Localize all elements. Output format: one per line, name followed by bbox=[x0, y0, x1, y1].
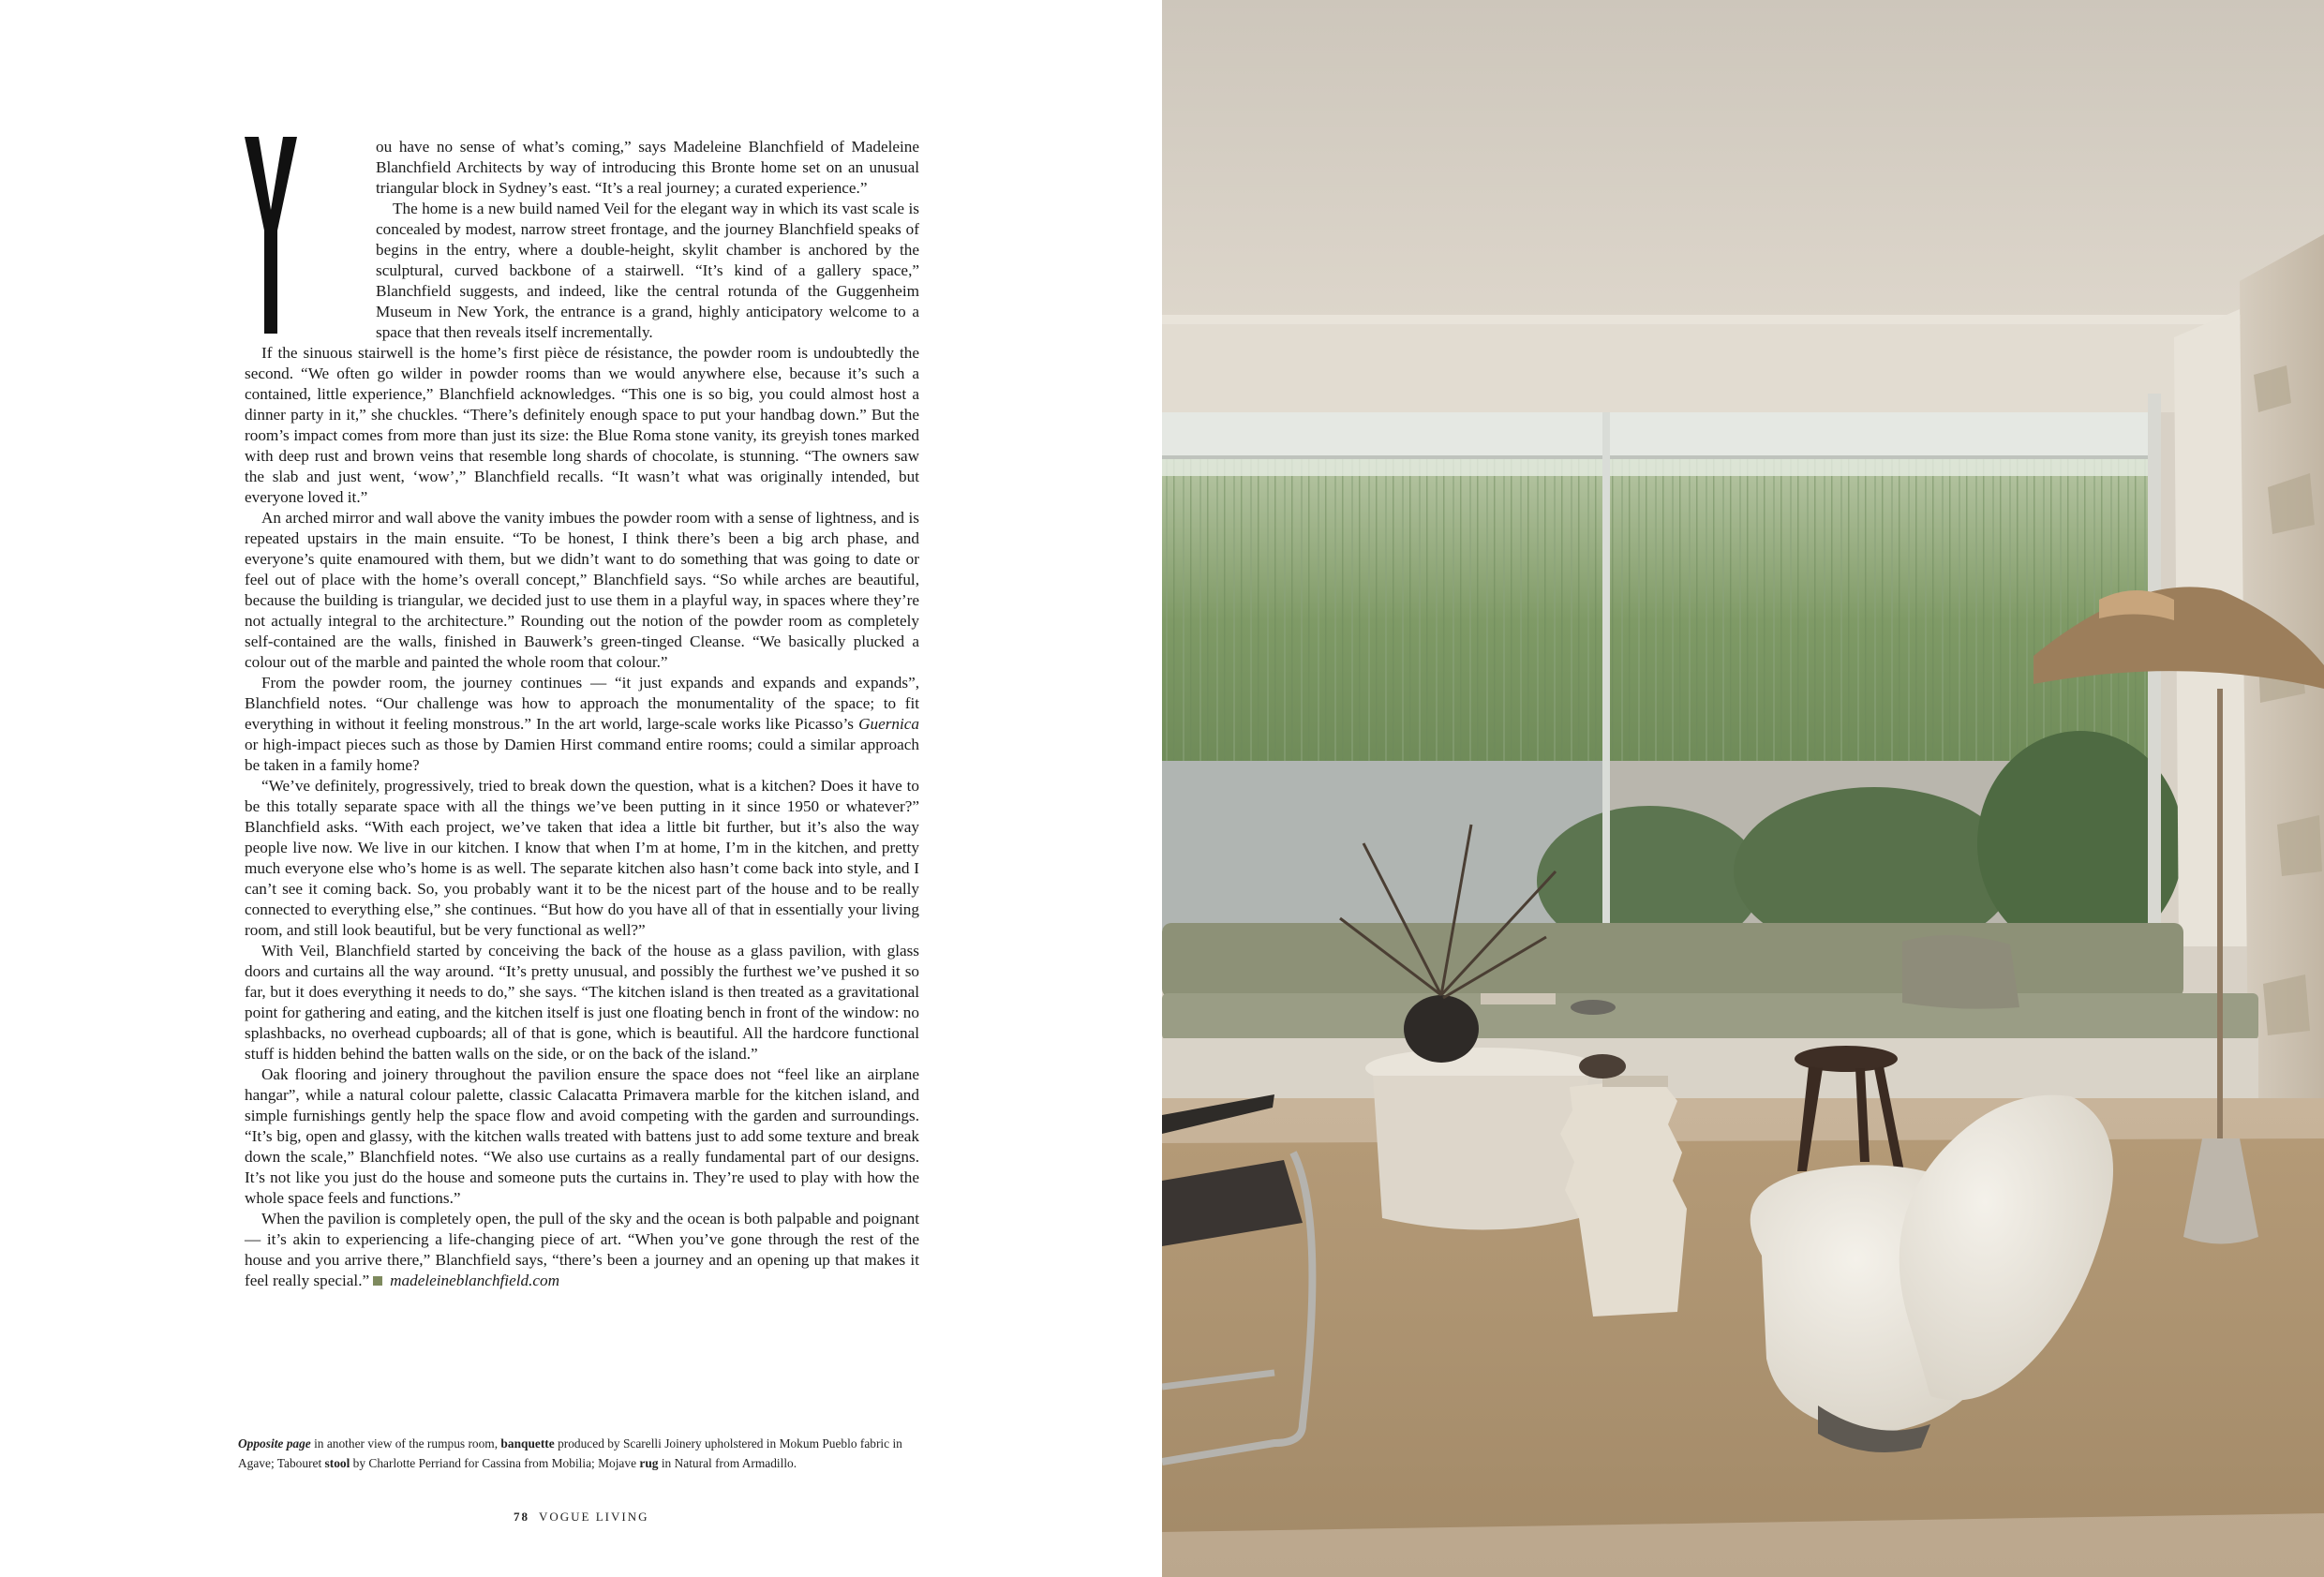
bulkhead bbox=[1162, 324, 2287, 412]
folio bbox=[514, 1510, 649, 1525]
banquette-back-cushion bbox=[1162, 923, 2183, 998]
round-side-table-base bbox=[1373, 1076, 1588, 1230]
page-number: 78 bbox=[514, 1510, 529, 1524]
bowl-on-bench bbox=[1571, 1000, 1616, 1015]
jute-rug bbox=[1162, 1138, 2324, 1532]
magazine-name: VOGUE LIVING bbox=[539, 1510, 649, 1524]
caption-item-rug: rug bbox=[639, 1456, 659, 1470]
window-mullion bbox=[1602, 412, 1610, 937]
banquette-base bbox=[1162, 1038, 2258, 1098]
article-body bbox=[245, 137, 919, 1291]
black-vase bbox=[1404, 995, 1479, 1063]
caption-text-1: in another view of the rumpus room, bbox=[310, 1436, 501, 1451]
paragraph-8: Oak flooring and joinery throughout the pavilion ensure the space does not “feel like an airplane hangar”, while a natural colour palette, classic Calacatta Primavera marble for the kitchen island, and simple furnishings gently help the space flow and avoid competing with the garden and surroundings. “It’s big, open and glassy, with the kitchen walls treated with battens just to add some texture and break down the scale,” Blanchfield notes. “We also use curtains as a really fundamental part of our designs. It’s not like you just do the house and someone puts the curtains in. They’re used to play with how the whole space feels and functions.” bbox=[245, 1065, 919, 1207]
paragraph-3: If the sinuous stairwell is the home’s first pièce de résistance, the powder room is undoubtedly the second. “We often go wilder in powder rooms than we would anywhere else, because it’s such a contained, little experience,” Blanchfield acknowledges. “This one is so big, you could almost host a dinner party in it,” she chuckles. “There’s definitely enough space to put your handbag down.” But the room’s impact comes from more than just its size: the Blue Roma stone vanity, its greyish tones marked with deep rust and brown veins that resemble long shards of chocolate, is stunning. “The owners saw the slab and just went, ‘wow’,” Blanchfield recalls. “It wasn’t what was originally intended, but everyone loved it.” bbox=[245, 344, 919, 506]
paragraph-6: “We’ve definitely, progressively, tried to break down the question, what is a kitchen? Does it have to be this totally separate space with all the things we’ve been putting in it since 1950 or whatever?” Blanchfield asks. “With each project, we’ve taken that idea a little bit further, but it’s also the way people live now. We live in our kitchen. I know that when I’m at home, I’m in the kitchen, and pretty much everyone else who’s home is as well. The separate kitchen also hasn’t come back into style, and I can’t see it coming back. So, you probably want it to be the nicest part of the house and to be really connected to everything else,” she continues. “But how do you have all of that in essentially your living room, and still look beautiful, but be very functional as well?” bbox=[245, 777, 919, 939]
rumpus-room-photo bbox=[1162, 0, 2324, 1577]
book-on-bench bbox=[1481, 993, 1556, 1004]
throw-cushion bbox=[1902, 935, 2019, 1008]
photo-caption bbox=[238, 1434, 928, 1473]
paragraph-5-text-b: or high-impact pieces such as those by Damien Hirst command entire rooms; could a similar approach be taken in a family home? bbox=[245, 736, 919, 774]
caption-text-3: by Charlotte Perriand for Cassina from Mobilia; Mojave bbox=[350, 1456, 640, 1470]
bamboo-stalks bbox=[1162, 457, 2148, 776]
paragraph-5 bbox=[245, 673, 919, 776]
interior-photo bbox=[1162, 0, 2324, 1577]
banquette-seat bbox=[1162, 993, 2258, 1040]
sky-strip bbox=[1162, 457, 2148, 476]
bowl-on-table bbox=[1579, 1054, 1626, 1079]
architect-url: madeleineblanchfield.com bbox=[390, 1272, 560, 1289]
caption-text-2: produced by Scarelli Joinery upholstered in Mokum Pueblo fabric in Agave; Tabouret bbox=[238, 1436, 902, 1470]
paragraph-9-text: When the pavilion is completely open, the pull of the sky and the ocean is both palpable and poignant — it’s akin to experiencing a life-changing piece of art. “When you’ve gone through the rest of the house and you arrive there,” Blanchfield says, “there’s been a journey and an opening up that makes it feel really special.” bbox=[245, 1210, 919, 1289]
caption-text-4: in Natural from Armadillo. bbox=[658, 1456, 797, 1470]
ceiling bbox=[1162, 0, 2324, 319]
paragraph-1: ou have no sense of what’s coming,” says Madeleine Blanchfield of Madeleine Blanchfield Architects by way of introducing this Bronte home set on an unusual triangular block in Sydney’s east. “It’s a real journey; a curated experience.” bbox=[376, 138, 919, 197]
window-head-line bbox=[1162, 455, 2148, 459]
paragraph-5-text-a: From the powder room, the journey continues — “it just expands and expands and expands”, Blanchfield notes. “Our challenge was how to approach the monumentality of the space; to fit everything in without it feeling monstrous.” In the art world, large-scale works like Picasso’s bbox=[245, 674, 919, 733]
caption-item-banquette: banquette bbox=[500, 1436, 555, 1451]
caption-lead: Opposite page bbox=[238, 1436, 311, 1451]
paragraph-4: An arched mirror and wall above the vanity imbues the powder room with a sense of lightness, and is repeated upstairs in the main ensuite. “To be honest, I think there’s been a big arch phase, and everyone’s quite enamoured with them, but we didn’t want to do something that was going to date or feel out of place with the home’s overall concept,” Blanchfield says. “So while arches are beautiful, because the building is triangular, we decided just to use them in a playful way, in spaces where they’re not actually integral to the architecture.” Rounding out the notion of the powder room as completely self-contained are the walls, finished in Bauwerk’s green-tinged Cleanse. “We basically plucked a colour out of the marble and painted the whole room that colour.” bbox=[245, 509, 919, 671]
artwork-title: Guernica bbox=[858, 715, 919, 733]
end-of-story-mark bbox=[373, 1276, 382, 1286]
caption-item-stool: stool bbox=[324, 1456, 350, 1470]
drop-cap-letter-y bbox=[245, 137, 297, 334]
lamp-pole bbox=[2217, 689, 2223, 1138]
paragraph-7: With Veil, Blanchfield started by conceiving the back of the house as a glass pavilion, with glass doors and curtains all the way around. “It’s pretty unusual, and possibly the furthest we’ve pushed it so far, but it does everything it needs to do,” she says. “The kitchen island is then treated as a gravitational point for gathering and eating, and the kitchen itself is just one floating bench in front of the window: no splashbacks, no overhead cupboards; all of that is gone, which is beautiful. All the hardcore functional stuff is hidden behind the batten walls on the side, or on the back of the island.” bbox=[245, 942, 919, 1063]
window-reflection bbox=[1162, 761, 1602, 930]
paragraph-2: The home is a new build named Veil for the elegant way in which its vast scale is concealed by modest, narrow street frontage, and the journey Blanchfield speaks of begins in the entry, where a double-height, skylit chamber is anchored by the sculptural, curved backbone of a stairwell. “It’s kind of a gallery space,” Blanchfield suggests, and indeed, like the central rotunda of the Guggenheim Museum in New York, the entrance is a grand, highly anticipatory welcome to a space that then reveals itself incrementally. bbox=[376, 200, 919, 341]
paragraph-9 bbox=[245, 1209, 919, 1291]
book-on-table bbox=[1602, 1076, 1668, 1087]
drop-cap bbox=[245, 137, 376, 334]
window-head bbox=[1162, 412, 2148, 459]
ceiling-edge bbox=[1162, 315, 2324, 324]
